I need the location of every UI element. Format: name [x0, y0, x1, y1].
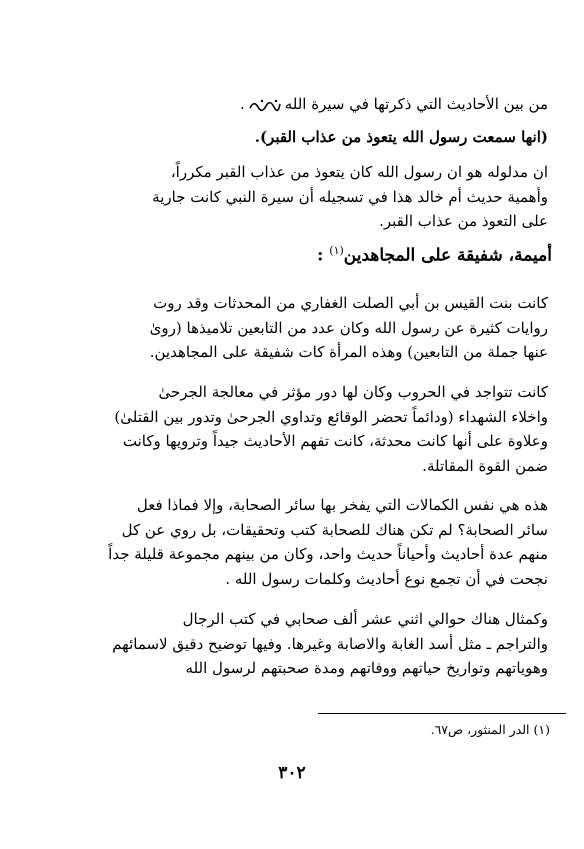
paragraph-3 [28, 291, 548, 365]
paragraph-1 [28, 92, 548, 117]
text-line: نجحت في أن تجمع نوع أحاديث وكلمات رسول الله . [225, 569, 548, 588]
text-line: ان مدلوله هو ان رسول الله كان يتعوذ من عذاب القبر مكرراً، [170, 163, 548, 181]
text-line: واخلاء الشهداء (ودائماً تحضر الوقائع وتداوي الجرحىٰ وتدور بين القتلىٰ) [114, 407, 548, 426]
text-line: عنها جملة من التابعين) وهذه المرأة كات شفيقة على المجاهدين. [149, 343, 548, 361]
text-line: على التعوذ من عذاب القبر. [379, 212, 548, 230]
text-line: وهوياتهم وتواريخ حياتهم ووفاتهم ومدة صحبتهم لرسول الله [185, 659, 548, 677]
page-number: ٣٠٢ [278, 763, 306, 783]
paragraph-6 [28, 607, 548, 681]
text-line: من بين الأحاديث التي ذكرتها في سيرة الله. [239, 95, 548, 113]
text-line: كانت تتواجد في الحروب وكان لها دور مؤثر في معالجة الجرحىٰ [158, 383, 548, 401]
footnote: (١) الدر المنثور، ص٦٧. [430, 722, 550, 737]
paragraph-4 [28, 380, 548, 478]
hadith-quote: (انها سمعت رسول الله يتعوذ من عذاب القبر). [254, 128, 548, 146]
text-line: وعلاوة على أنها كانت محدثة، كانت تفهم الأحاديث جيداً وترويها وكانت [122, 432, 548, 450]
paragraph-2 [28, 160, 548, 234]
salawat-ligature-icon [248, 98, 282, 112]
footnote-ref: (١) [329, 244, 344, 257]
text-line: هذه هي نفس الكمالات التي يفخر بها سائر الصحابة، وإلا فماذا فعل [136, 496, 548, 514]
paragraph-5 [28, 493, 548, 591]
text-line: وكمثال هناك حوالي اثني عشر ألف صحابي في كتب الرجال [182, 610, 548, 628]
text-line: وأهمية حديث أم خالد هذا في تسجيله أن سيرة النبي كانت جارية [152, 187, 548, 206]
text-line: روايات كثيرة عن رسول الله وكان عدد من التابعين تلاميذها (روىٰ [149, 318, 548, 337]
text-line: والتراجم ـ مثل أسد الغابة والاصابة وغيرها. وفيها توضيح دقيق لاسمائهم [112, 634, 548, 653]
text-line: كانت بنت القيس بن أبي الصلت الغفاري من المحدثات وقد روت [153, 294, 548, 312]
footnote-divider [318, 713, 566, 714]
text-line: ضمن القوة المقاتلة. [422, 456, 548, 475]
text-line: سائر الصحابة؟ لم تكن هناك للصحابة كتب وتحقيقات، بل روي عن كل [121, 520, 548, 539]
section-heading: أميمة، شفيقة على المجاهدين$^{(١)}$ : [317, 244, 552, 266]
paragraph-1b [28, 125, 548, 150]
text-line: منهم عدة أحاديث وأحياناً حديث واحد، وكان من بينهم مجموعة قليلة جداً [108, 545, 548, 563]
